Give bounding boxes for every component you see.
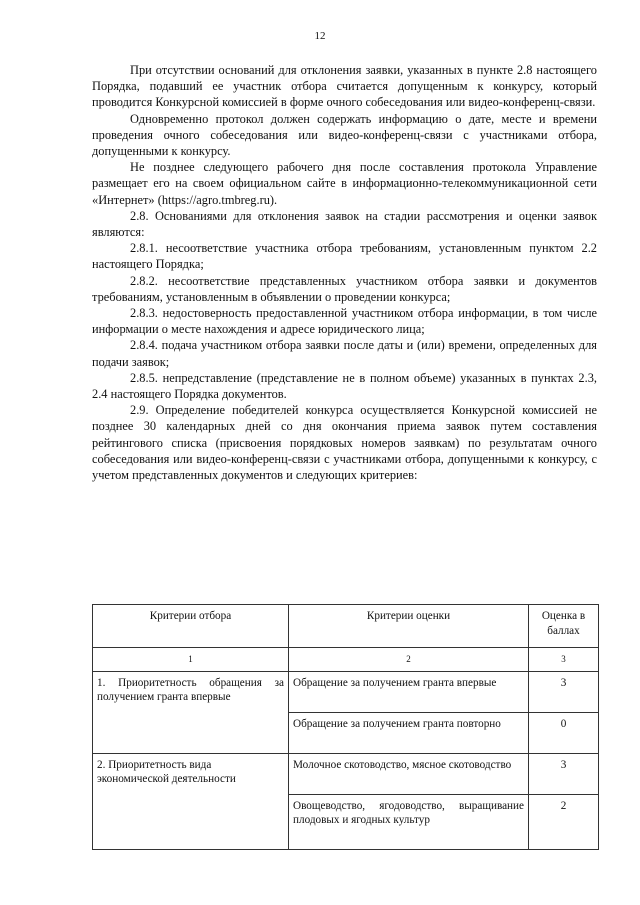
table-header-row bbox=[93, 605, 599, 648]
paragraph: 2.9. Определение победителей конкурса осуществляется Конкурсной комиссией не позднее 30 календарных дней со дня окончания приема заявок путем составления рейтингового списка (присвоения порядковых номеров заявкам) по результатам очного собеседования или видео-конференц-связи с участниками отбора, допущенными к конкурсу, с учетом представленных документов и следующих критериев: bbox=[92, 403, 597, 483]
criterion-cell: 1. Приоритетность обращения за получением гранта впервые bbox=[93, 671, 289, 753]
page-number: 12 bbox=[314, 30, 326, 42]
paragraph: Не позднее следующего рабочего дня после составления протокола Управление размещает его на своем официальном сайте в информационно-телекоммуникационной сети «Интернет» (https://agro.tmbreg.ru). bbox=[92, 160, 597, 207]
criteria-table bbox=[92, 604, 599, 850]
paragraph: При отсутствии оснований для отклонения заявки, указанных в пункте 2.8 настоящего Порядка, подавший ее участник отбора считается допущенным к конкурсу, который проводится Конкурсной комиссией в форме очного собеседования или видео-конференц-связи. bbox=[92, 63, 597, 110]
criterion-cell: 2. Приоритетность вида экономической деятельности bbox=[93, 753, 289, 849]
header-score: Оценка в баллах bbox=[529, 605, 599, 648]
paragraph: 2.8. Основаниями для отклонения заявок на стадии рассмотрения и оценки заявок являются: bbox=[92, 208, 597, 240]
document-body bbox=[92, 62, 597, 483]
paragraph: Одновременно протокол должен содержать информацию о дате, месте и времени проведения очного собеседования или видео-конференц-связи с участниками отбора, допущенными к конкурсу. bbox=[92, 111, 597, 159]
table-column-numbers-row bbox=[93, 648, 599, 672]
score-cell: 3 bbox=[529, 753, 599, 794]
column-number: 1 bbox=[93, 648, 289, 672]
table-row bbox=[93, 671, 599, 712]
paragraph: 2.8.1. несоответствие участника отбора требованиям, установленным пунктом 2.2 настоящего Порядка; bbox=[92, 241, 597, 272]
table-row bbox=[93, 753, 599, 794]
evaluation-cell: Обращение за получением гранта повторно bbox=[289, 712, 529, 753]
score-cell: 0 bbox=[529, 712, 599, 753]
evaluation-cell: Молочное скотоводство, мясное скотоводство bbox=[289, 753, 529, 794]
evaluation-cell: Обращение за получением гранта впервые bbox=[289, 671, 529, 712]
paragraph: 2.8.5. непредставление (представление не в полном объеме) указанных в пунктах 2.3, 2.4 настоящего Порядка документов. bbox=[92, 370, 597, 402]
paragraph: 2.8.4. подача участником отбора заявки после даты и (или) времени, определенных для подачи заявок; bbox=[92, 338, 597, 369]
column-number: 3 bbox=[529, 648, 599, 672]
paragraph: 2.8.2. несоответствие представленных участником отбора заявки и документов требованиям, установленным в объявлении о проведении конкурса; bbox=[92, 273, 597, 304]
column-number: 2 bbox=[289, 648, 529, 672]
score-cell: 2 bbox=[529, 794, 599, 849]
header-evaluation-criteria: Критерии оценки bbox=[289, 605, 529, 648]
evaluation-cell: Овощеводство, ягодоводство, выращивание плодовых и ягодных культур bbox=[289, 794, 529, 849]
score-cell: 3 bbox=[529, 671, 599, 712]
header-selection-criteria: Критерии отбора bbox=[93, 605, 289, 648]
paragraph: 2.8.3. недостоверность предоставленной участником отбора информации, в том числе информации о месте нахождения и адресе юридического лица; bbox=[92, 306, 597, 337]
